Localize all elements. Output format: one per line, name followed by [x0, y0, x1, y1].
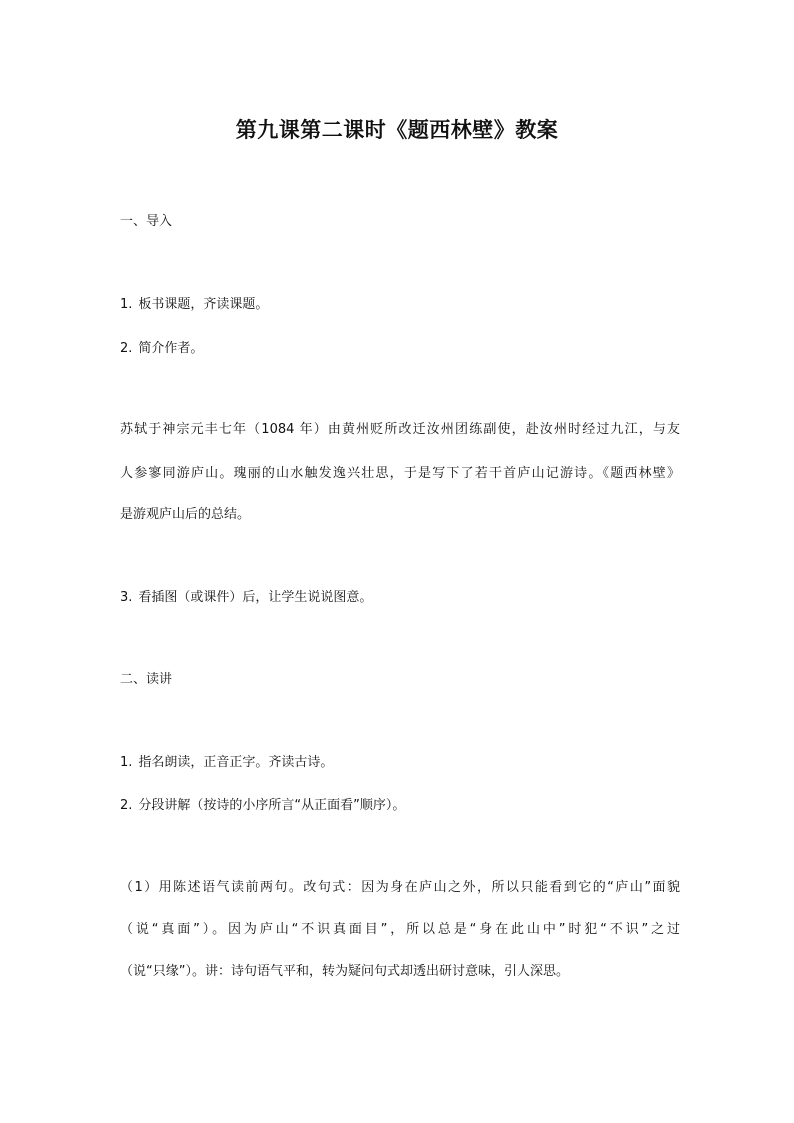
document-title: 第九课第二课时《题西林壁》教案 [235, 118, 559, 142]
list-item [120, 796, 680, 816]
list-item-number: 3. [120, 590, 133, 605]
list-item-number: 1. [120, 755, 133, 770]
list-item-number: 2. [120, 341, 133, 356]
list-item-text: 简介作者。 [138, 341, 204, 356]
section-heading-reading: 二、读讲 [120, 672, 173, 687]
list-item [120, 339, 680, 359]
paragraph-line: （说“只缘”）。讲：诗句语气平和，转为疑问句式却透出研讨意味，引人深思。 [120, 964, 569, 979]
paragraph-line: 是游观庐山后的总结。 [120, 507, 251, 522]
list-item [120, 295, 680, 315]
paragraph-line: （1）用陈述语气读前两句。改句式：因为身在庐山之外，所以只能看到它的“庐山”面貌 [120, 880, 680, 895]
list-item-text: 分段讲解（按诗的小序所言“从正面看”顺序）。 [138, 798, 406, 813]
paragraph-line: 人参寥同游庐山。瑰丽的山水触发逸兴壮思，于是写下了若干首庐山记游诗。《题西林壁》 [120, 466, 680, 481]
list-item-text: 看插图（或课件）后，让学生说说图意。 [138, 590, 373, 605]
list-item-text: 板书课题，齐读课题。 [138, 297, 269, 312]
section-heading-intro: 一、导入 [120, 214, 173, 229]
list-item [120, 588, 680, 608]
paragraph-line: （说“真面”）。因为庐山“不识真面目”，所以总是“身在此山中”时犯“不识”之过 [120, 922, 680, 937]
list-item-number: 1. [120, 297, 133, 312]
list-item [120, 753, 680, 773]
paragraph-line: 苏轼于神宗元丰七年（1084 年）由黄州贬所改迁汝州团练副使，赴汝州时经过九江，与友 [120, 422, 680, 437]
list-item-text: 指名朗读，正音正字。齐读古诗。 [138, 755, 334, 770]
list-item-number: 2. [120, 798, 133, 813]
